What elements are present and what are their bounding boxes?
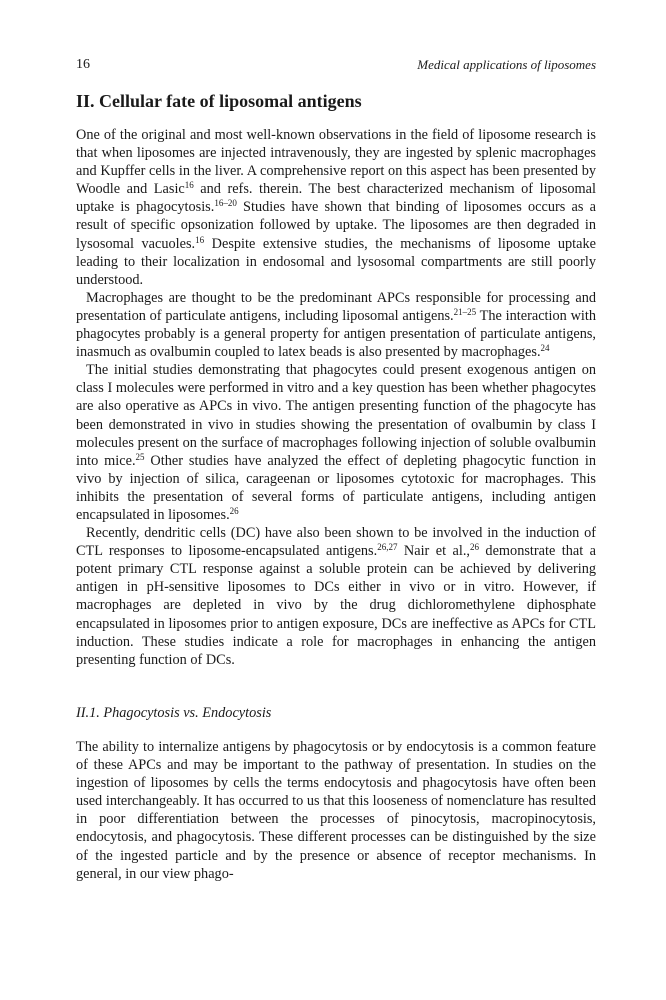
section-heading: II. Cellular fate of liposomal antigens — [76, 91, 362, 111]
citation-superscript: 26 — [229, 505, 239, 516]
subsection-heading: II.1. Phagocytosis vs. Endocytosis — [76, 705, 272, 721]
citation-superscript: 16 — [184, 180, 194, 191]
paragraph: Recently, dendritic cells (DC) have also been shown to be involved in the induction of CTL responses to liposome-encapsulated antigens.$^{26,27}$ Nair et al.,$^{26}$ demonstrate that a potent primary CTL response against a soluble protein can be achieved by delivering antigen in pH-sensitive liposomes to DCs either in vivo or in vitro. However, if macrophages are depleted in vivo by the drug dichloromethylene diphosphate encapsulated in liposomes prior to antigen exposure, DCs are ineffective as APCs for CTL induction. These studies indicate a role for macrophages in enhancing the antigen presenting function of DCs. — [76, 525, 596, 668]
citation-superscript: 21–25 — [453, 306, 477, 317]
citation-superscript: 25 — [135, 451, 145, 462]
paragraph: The ability to internalize antigens by phagocytosis or by endocytosis is a common feature of these APCs and may be important to the pathway of presentation. In studies on the ingestion of liposomes by cells the terms endocytosis and phagocytosis have often been used interchangeably. It has occurred to us that this looseness of nomenclature has resulted in poor differentiation between the processes of pinocytosis, macropinocytosis, endocytosis, and phagocytosis. These different processes can be distinguished by the size of the ingested particle and by the presence or absence of receptor mechanisms. In general, in our view phago- — [76, 739, 596, 882]
citation-superscript: 16–20 — [214, 198, 237, 209]
paragraph: The initial studies demonstrating that phagocytes could present exogenous antigen on class I molecules were performed in vitro and a key question has been whether phagocytes are also operative as APCs in vivo. The antigen presenting function of the phagocyte has been demonstrated in vivo in studies showing the presentation of ovalbumin by class I molecules present on the surface of macrophages following injection of soluble ovalbumin into mice.$^{25}$ Other studies have analyzed the effect of depleting phagocytic function in vivo by injection of silica, carageenan or liposomes cytotoxic for macrophages. This inhibits the presentation of several forms of particulate antigens, including antigen encapsulated in liposomes.$^{26}$ — [76, 362, 596, 523]
citation-superscript: 16 — [195, 234, 205, 245]
paragraph: Macrophages are thought to be the predominant APCs responsible for processing and presentation of particulate antigens, including liposomal antigens.$^{21-25}$ The interaction with phagocytes probably is a general property for antigen presentation of particulate antigens, inasmuch as ovalbumin coupled to latex beads is also presented by macrophages.$^{24}$ — [76, 289, 597, 361]
paragraph: One of the original and most well-known observations in the field of liposome research is that when liposomes are injected intravenously, they are ingested by splenic macrophages and Kupffer cells in the liver. A comprehensive report on this aspect has been presented by Woodle and Lasic$^{16}$ and refs. therein. The best characterized mechanism of liposomal uptake is phagocytosis.$^{16-20}$ Studies have shown that binding of liposomes occurs as a result of specific opsonization followed by uptake. The liposomes are then degraded in lysosomal vacuoles.$^{16}$ Despite extensive studies, the mechanisms of liposome uptake leading to their localization in endosomal and lysosomal compartments are still poorly understood. — [76, 127, 596, 288]
page-number: 16 — [76, 57, 90, 72]
running-title: Medical applications of liposomes — [417, 57, 596, 72]
subsection-body — [76, 738, 596, 883]
citation-superscript: 26 — [469, 542, 479, 553]
citation-superscript: 26,27 — [377, 542, 398, 553]
section-body — [76, 126, 596, 669]
citation-superscript: 24 — [540, 343, 550, 354]
